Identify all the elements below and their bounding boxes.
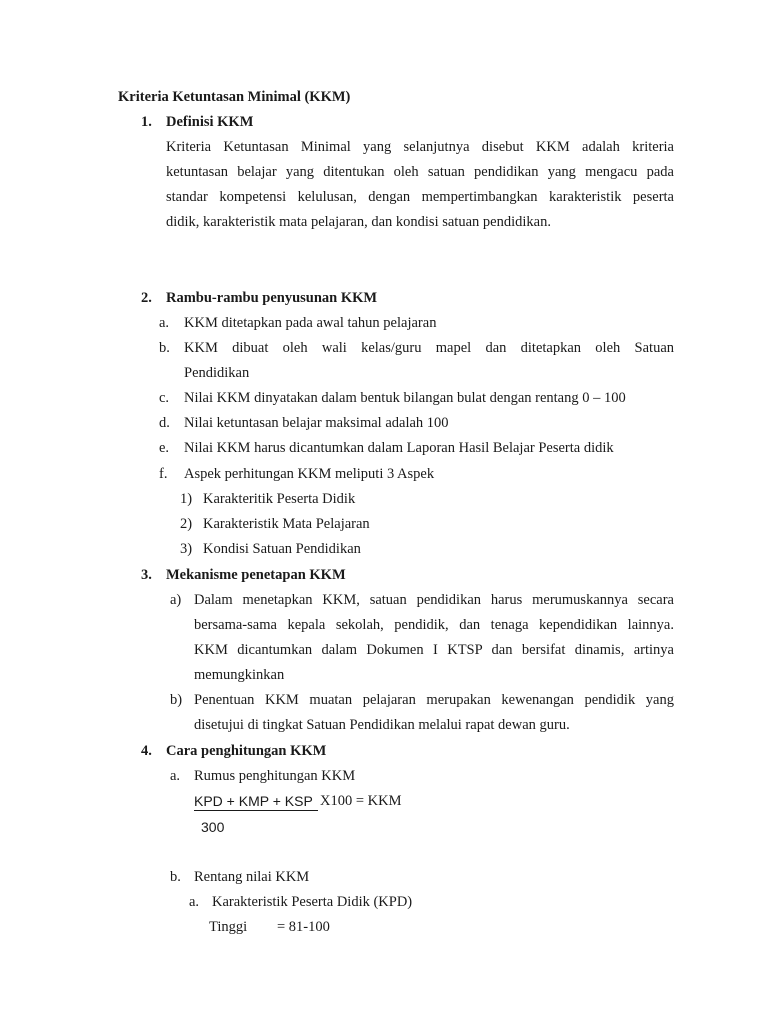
list-item-text: KKM dibuat oleh wali kelas/guru mapel dan ditetapkan oleh Satuan [184, 340, 674, 356]
formula-multiplier: X100 = KKM [320, 793, 402, 809]
section-1-paragraph-line: ketuntasan belajar yang ditentukan oleh satuan pendidikan yang mengacu pada [166, 164, 674, 180]
list-item-text: KKM dicantumkan dalam Dokumen I KTSP dan bersifat dinamis, artinya [194, 642, 674, 658]
section-4-heading: Cara penghitungan KKM [166, 743, 327, 759]
list-item-text: Penentuan KKM muatan pelajaran merupakan kewenangan pendidik yang [194, 692, 674, 708]
sublist-marker: 2) [180, 516, 193, 532]
list-item-text: bersama-sama kepala sekolah, pendidik, dan tenaga kependidikan lainnya. [194, 617, 674, 633]
fraction-bar [194, 810, 318, 811]
list-item-text: Aspek perhitungan KKM meliputi 3 Aspek [184, 466, 435, 482]
list-marker: c. [159, 390, 170, 406]
sublist-marker: a. [189, 894, 200, 910]
list-marker: b. [170, 869, 181, 885]
sublist-item-text: Karakteritik Peserta Didik [203, 491, 356, 507]
section-1-paragraph-line: standar kompetensi kelulusan, dengan mempertimbangkan karakteristik peserta [166, 189, 674, 205]
list-item-text: Dalam menetapkan KKM, satuan pendidikan harus merumuskannya secara [194, 592, 674, 608]
list-marker: a) [170, 592, 182, 608]
sublist-item-text: Kondisi Satuan Pendidikan [203, 541, 361, 557]
list-item-text: Nilai KKM harus dicantumkan dalam Laporan Hasil Belajar Peserta didik [184, 440, 614, 456]
list-marker: b. [159, 340, 170, 356]
list-item-text: Rumus penghitungan KKM [194, 768, 356, 784]
list-item-text: Pendidikan [184, 365, 250, 381]
list-marker: e. [159, 440, 170, 456]
section-1-number: 1. [141, 114, 152, 130]
list-item-text: disetujui di tingkat Satuan Pendidikan melalui rapat dewan guru. [194, 717, 570, 733]
list-item-text: Nilai ketuntasan belajar maksimal adalah 100 [184, 415, 449, 431]
sublist-item-text: Karakteristik Mata Pelajaran [203, 516, 370, 532]
list-item-text: Nilai KKM dinyatakan dalam bentuk bilangan bulat dengan rentang 0 – 100 [184, 390, 626, 406]
range-value: = 81-100 [277, 919, 330, 935]
section-3-heading: Mekanisme penetapan KKM [166, 567, 346, 583]
range-label: Tinggi [209, 919, 248, 935]
section-2-heading: Rambu-rambu penyusunan KKM [166, 290, 378, 306]
list-item-text: KKM ditetapkan pada awal tahun pelajaran [184, 315, 437, 331]
list-item-text: memungkinkan [194, 667, 285, 683]
section-1-heading: Definisi KKM [166, 114, 254, 130]
list-marker: a. [159, 315, 170, 331]
formula-numerator: KPD + KMP + KSP [194, 793, 313, 809]
section-1-paragraph-line: didik, karakteristik mata pelajaran, dan kondisi satuan pendidikan. [166, 214, 551, 230]
section-3-number: 3. [141, 567, 152, 583]
document-title: Kriteria Ketuntasan Minimal (KKM) [118, 89, 351, 105]
sublist-marker: 3) [180, 541, 193, 557]
section-4-number: 4. [141, 743, 152, 759]
section-2-number: 2. [141, 290, 152, 306]
list-marker: b) [170, 692, 183, 708]
list-item-text: Rentang nilai KKM [194, 869, 310, 885]
formula-denominator: 300 [201, 819, 225, 835]
section-1-paragraph-line: Kriteria Ketuntasan Minimal yang selanjutnya disebut KKM adalah kriteria [166, 139, 674, 155]
list-marker: d. [159, 415, 170, 431]
sublist-item-text: Karakteristik Peserta Didik (KPD) [212, 894, 413, 910]
list-marker: a. [170, 768, 181, 784]
sublist-marker: 1) [180, 491, 193, 507]
list-marker: f. [159, 466, 168, 482]
